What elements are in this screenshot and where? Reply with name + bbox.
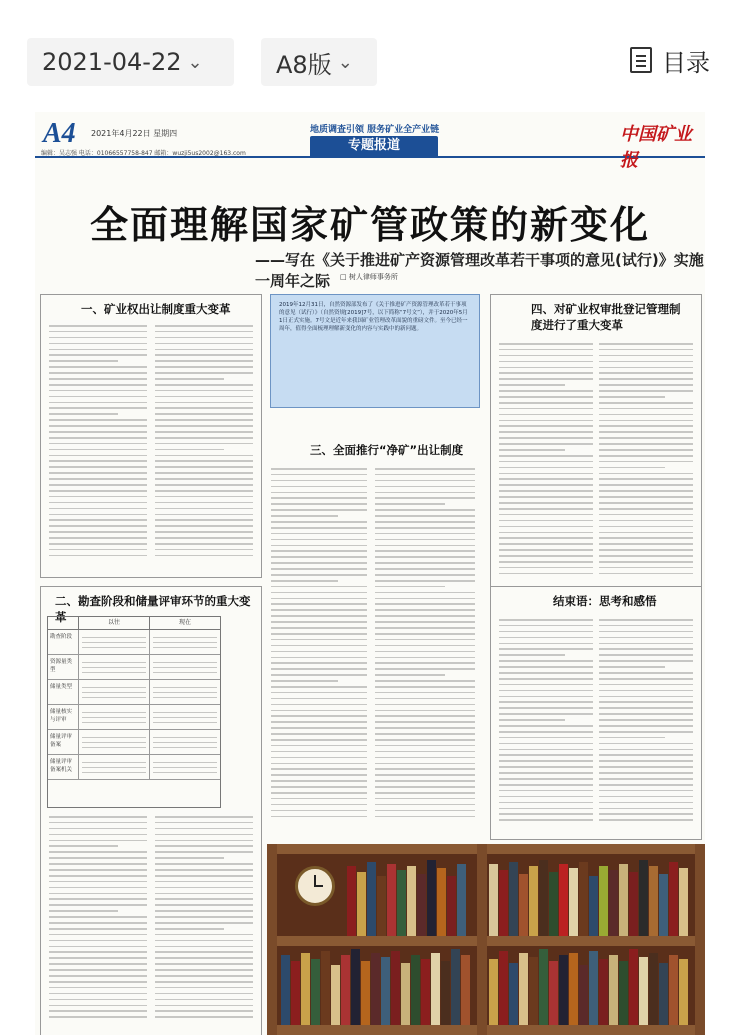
page-header — [35, 112, 705, 171]
editor-line: 编辑：吴志强 电话：01066557758-847 邮箱：wuzji5us2002@163.com — [41, 150, 246, 157]
table-row — [48, 730, 220, 755]
table-row-label: 储量核实与评审 — [50, 709, 73, 723]
table-row — [48, 630, 220, 655]
article-subtitle: ——写在《关于推进矿产资源管理改革若干事项的意见(试行)》实施一周年之际 — [255, 251, 704, 290]
table-row — [48, 655, 220, 680]
table-row-label: 储量类型 — [50, 684, 73, 690]
comparison-table — [47, 616, 221, 808]
intro-text: 2019年12月31日，自然资源部发布了《关于推进矿产资源管理改革若干事项的意见（试行）》（自然资规[2019]7号，以下简称“7号文”），并于2020年5月1日正式实施。7号文是近年来我国矿业管理改革面貌的重磅文件。至今已经一周年，值得全面梳理理解新变化的内容与实践中的新问题。 — [279, 302, 468, 332]
section-5-box[interactable] — [490, 586, 702, 840]
section-3-text-col2 — [375, 468, 475, 838]
clock-icon — [295, 866, 335, 906]
page-number: A4 — [43, 118, 76, 149]
section-2-text-left — [49, 816, 147, 1031]
section-1-heading: 一、矿业权出让制度重大变革 — [81, 302, 231, 316]
section-4-text-right — [599, 343, 693, 588]
date-value: 2021-04-22 — [42, 48, 182, 76]
table-row-label: 储量评审备案机关 — [50, 759, 73, 773]
section-5-text-left — [499, 619, 593, 831]
edition-selector[interactable] — [261, 38, 377, 86]
edition-value: A8版 — [276, 50, 332, 79]
article-byline: □ 树人律师事务所 — [340, 273, 398, 281]
table-row-label: 勘查阶段 — [50, 634, 73, 640]
newspaper-page[interactable] — [35, 112, 705, 1035]
top-toolbar — [0, 0, 739, 110]
section-5-text-right — [599, 619, 693, 831]
section-4-text-left — [499, 343, 593, 588]
chevron-down-icon: ⌄ — [187, 51, 203, 73]
table-header — [48, 617, 220, 630]
section-1-box[interactable] — [40, 294, 262, 578]
table-header-cell: 以往 — [78, 617, 149, 629]
section-4-box[interactable] — [490, 294, 702, 596]
section-3-text-col1 — [271, 468, 367, 838]
masthead-logo: 中国矿业报 — [620, 124, 692, 171]
bookshelf-illustration — [267, 844, 705, 1035]
section-5-heading: 结束语：思考和感悟 — [553, 594, 657, 608]
table-row-label: 储量评审备案 — [50, 734, 73, 748]
toc-label: 目录 — [662, 48, 710, 77]
table-row — [48, 755, 220, 780]
section-2-text-right — [155, 816, 253, 1031]
intro-box[interactable] — [270, 294, 480, 408]
section-3-heading[interactable]: 三、全面推行“净矿”出让制度 — [310, 443, 464, 457]
slogan: 地质调查引领 服务矿业全产业链 — [310, 125, 440, 135]
section-tag: 专题报道 — [310, 136, 438, 156]
list-icon — [630, 47, 652, 73]
section-4-heading: 四、对矿业权审批登记管理制度进行了重大变革 — [531, 302, 681, 332]
page-date: 2021年4月22日 星期四 — [91, 129, 178, 138]
table-row — [48, 680, 220, 705]
table-header-cell — [48, 617, 78, 629]
table-row-label: 资源量类型 — [50, 659, 73, 673]
toc-button[interactable] — [630, 42, 710, 78]
section-1-text-right — [155, 325, 253, 570]
book-row — [489, 948, 689, 1025]
book-row — [281, 948, 471, 1025]
book-row — [489, 858, 689, 936]
table-row — [48, 705, 220, 730]
book-row — [347, 858, 467, 936]
section-2-heading: 二、勘查阶段和储量评审环节的重大变革 — [55, 594, 251, 624]
chevron-down-icon: ⌄ — [337, 51, 353, 73]
section-1-text-left — [49, 325, 147, 570]
date-selector[interactable] — [27, 38, 234, 86]
article-title[interactable]: 全面理解国家矿管政策的新变化 — [89, 202, 650, 247]
table-header-cell: 现在 — [149, 617, 220, 629]
